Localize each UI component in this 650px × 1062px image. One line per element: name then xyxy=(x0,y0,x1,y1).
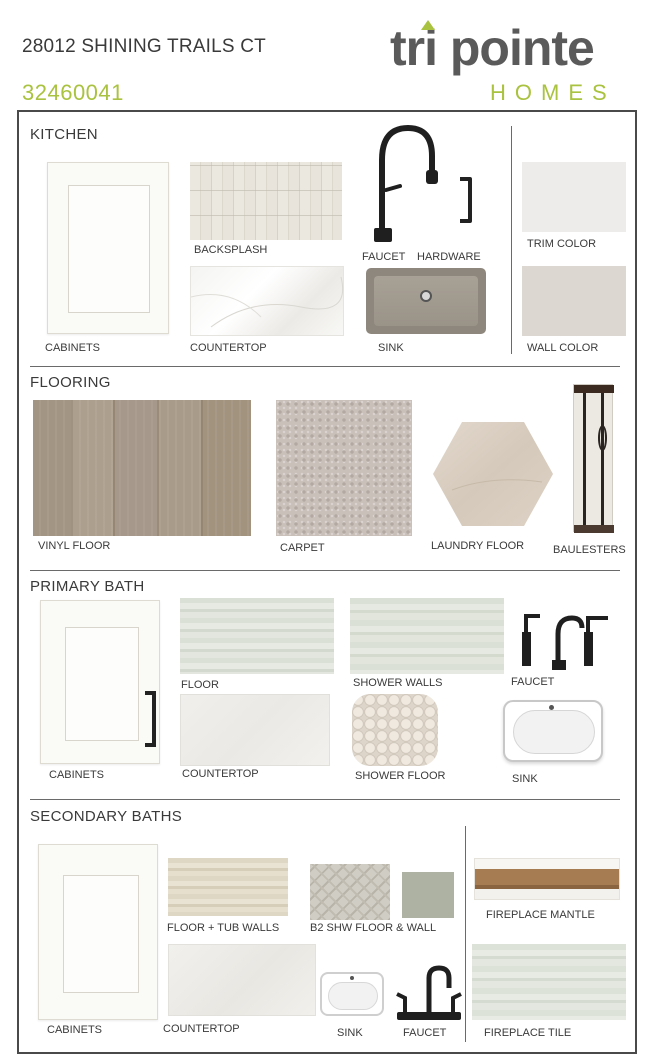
section-title-flooring: FLOORING xyxy=(30,374,111,391)
logo-subtext: HOMES xyxy=(490,80,616,105)
shower-floor-swatch xyxy=(352,694,438,766)
vinyl-floor-label: VINYL FLOOR xyxy=(38,540,111,552)
logo-text: tri pointe xyxy=(390,20,594,76)
faucet-icon xyxy=(393,964,465,1024)
laundry-floor-swatch xyxy=(432,420,554,528)
kitchen-countertop-label: COUNTERTOP xyxy=(190,342,267,354)
property-code: 32460041 xyxy=(22,80,124,105)
section-divider xyxy=(30,366,620,367)
primary-countertop-label: COUNTERTOP xyxy=(182,768,259,780)
cabinet-pull-icon xyxy=(143,690,159,750)
trim-color-label: TRIM COLOR xyxy=(527,238,597,250)
primary-cabinets-label: CABINETS xyxy=(49,769,105,781)
primary-floor-label: FLOOR xyxy=(181,679,219,691)
b2-shower-label: B2 SHW FLOOR & WALL xyxy=(310,922,437,934)
secondary-cabinets-label: CABINETS xyxy=(47,1024,103,1036)
fireplace-mantle-label: FIREPLACE MANTLE xyxy=(486,909,595,921)
kitchen-cabinet-swatch xyxy=(47,162,169,334)
sink-icon xyxy=(366,268,486,334)
secondary-cabinet-swatch xyxy=(38,844,158,1020)
secondary-sink-label: SINK xyxy=(337,1027,363,1039)
kitchen-faucet-label: FAUCET xyxy=(362,251,406,263)
herringbone-tile-swatch xyxy=(310,864,390,920)
section-title-secondary-baths: SECONDARY BATHS xyxy=(30,808,183,825)
baluster-icon xyxy=(573,384,613,532)
sink-icon xyxy=(320,972,384,1016)
section-divider xyxy=(30,799,620,800)
shower-walls-swatch xyxy=(350,598,504,674)
section-divider xyxy=(30,570,620,571)
shower-walls-label: SHOWER WALLS xyxy=(353,677,443,689)
primary-sink-label: SINK xyxy=(512,773,538,785)
secondary-countertop-swatch xyxy=(168,944,316,1016)
trim-color-swatch xyxy=(522,162,626,232)
kitchen-backsplash-swatch xyxy=(190,162,342,240)
kitchen-divider xyxy=(511,126,512,354)
property-address: 28012 SHINING TRAILS CT xyxy=(22,36,266,57)
secondary-divider xyxy=(465,826,466,1042)
primary-floor-swatch xyxy=(180,598,334,674)
primary-countertop-swatch xyxy=(180,694,330,766)
faucet-icon xyxy=(512,608,616,672)
logo-accent-icon xyxy=(421,20,435,30)
secondary-countertop-label: COUNTERTOP xyxy=(163,1023,240,1035)
kitchen-backsplash-label: BACKSPLASH xyxy=(194,244,268,256)
cabinet-pull-icon xyxy=(456,176,478,226)
kitchen-countertop-swatch xyxy=(190,266,344,336)
secondary-faucet-label: FAUCET xyxy=(403,1027,447,1039)
carpet-label: CARPET xyxy=(280,542,325,554)
kitchen-hardware-label: HARDWARE xyxy=(417,251,481,263)
kitchen-sink-label: SINK xyxy=(378,342,404,354)
balusters-label: BAULESTERS xyxy=(553,544,626,556)
section-title-primary-bath: PRIMARY BATH xyxy=(30,578,145,595)
vinyl-floor-swatch xyxy=(33,400,251,536)
floor-tub-walls-swatch xyxy=(168,858,288,916)
section-title-kitchen: KITCHEN xyxy=(30,126,98,143)
faucet-icon xyxy=(360,120,440,245)
primary-faucet-label: FAUCET xyxy=(511,676,555,688)
primary-cabinet-swatch xyxy=(40,600,160,764)
fireplace-tile-label: FIREPLACE TILE xyxy=(484,1027,572,1039)
fireplace-tile-swatch xyxy=(472,944,626,1020)
carpet-swatch xyxy=(276,400,412,536)
wall-color-swatch xyxy=(522,266,626,336)
fireplace-mantle-swatch xyxy=(474,858,620,900)
sink-icon xyxy=(503,700,603,762)
floor-tub-walls-label: FLOOR + TUB WALLS xyxy=(167,922,280,934)
laundry-floor-label: LAUNDRY FLOOR xyxy=(431,540,525,552)
shower-floor-label: SHOWER FLOOR xyxy=(355,770,446,782)
kitchen-cabinets-label: CABINETS xyxy=(45,342,101,354)
wall-color-label: WALL COLOR xyxy=(527,342,599,354)
shower-wall-color-swatch xyxy=(402,872,454,918)
